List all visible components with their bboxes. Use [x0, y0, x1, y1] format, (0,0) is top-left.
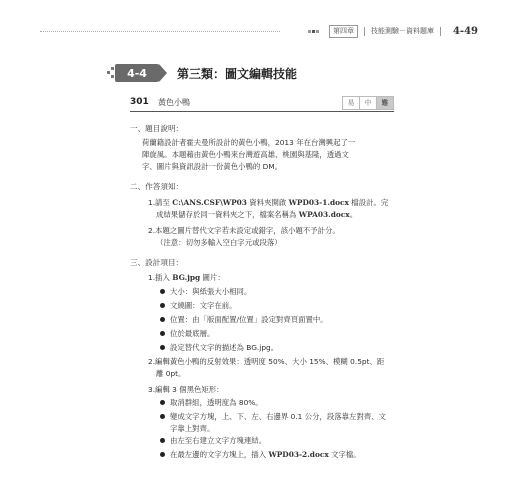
s2-item-2-line-2: （注意：切勿多輸入空白字元或段落） — [156, 238, 282, 247]
problem-name: 黃色小鴨 — [158, 98, 190, 107]
problem-number: 301 — [130, 97, 149, 107]
running-header — [260, 24, 478, 38]
s1-line-2: 陣旋風。本題藉由黃色小鴨來台灣遊高雄、桃園與基隆，透過文 — [142, 150, 349, 159]
s3-item-3-bullet-4: 在最左邊的文字方塊上，插入 WPD03-2.docx 文字檔。 — [170, 450, 361, 459]
bullet-icon — [160, 317, 165, 322]
bullet-icon — [160, 289, 165, 294]
section-2-heading: 二、作答須知： — [130, 182, 184, 191]
s1-line-1: 荷蘭籍設計者霍夫曼所設計的黃色小鴨，2013 年在台灣興起了一 — [142, 138, 356, 147]
bullet-icon — [160, 414, 165, 419]
s3-item-1-bullet-2: 文繞圖：文字在前。 — [170, 301, 237, 310]
s3-item-2-line-1: 2.編輯黃色小鴨的反射效果：透明度 50%、大小 15%、模糊 0.5pt、距 — [148, 357, 385, 366]
s3-item-3-bullet-2-line-2: 字靠上對齊。 — [170, 424, 215, 433]
s3-item-3-bullet-1: 取消群組，透明度為 80%。 — [170, 398, 263, 407]
chapter-title: 技能測驗－資料題庫 — [370, 27, 434, 35]
difficulty-easy: 易 — [342, 96, 360, 110]
s3-item-1-bullet-4: 位於最底層。 — [170, 329, 215, 338]
difficulty-indicator — [343, 96, 394, 110]
difficulty-hard: 難 — [376, 96, 394, 110]
section-3-heading: 三、設計項目： — [130, 258, 184, 267]
s2-item-1-line-2: 成結果儲存於同一資料夾之下，檔案名稱為 WPA03.docx。 — [156, 210, 358, 219]
section-title: 第三類：圖文編輯技能 — [177, 66, 298, 81]
s2-item-1-line-1: 1.請至 C:\ANS.CSF\WP03 資料夾開啟 WPD03-1.docx 檔設計。完 — [148, 198, 389, 207]
header-rule — [40, 31, 280, 33]
problem-header — [130, 96, 394, 110]
s3-item-3: 3.編輯 3 個黑色矩形： — [148, 385, 224, 394]
header-dots-icon — [308, 30, 319, 33]
chapter-label: 第四章 — [329, 25, 358, 38]
section-heading — [115, 62, 297, 84]
bullet-icon — [160, 452, 165, 457]
problem-rule — [130, 111, 394, 112]
bullet-icon — [160, 345, 165, 350]
s3-item-1: 1.插入 BG.jpg 圖片： — [148, 273, 225, 282]
s3-item-1-bullet-5: 設定替代文字的描述為 BG.jpg。 — [170, 343, 279, 352]
header-divider — [440, 27, 441, 36]
bullet-icon — [160, 303, 165, 308]
s1-line-3: 字、圖片與資訊設計一份黃色小鴨的 DM。 — [142, 162, 283, 171]
page-number: 4-49 — [452, 25, 478, 37]
s3-item-2-line-2: 離 0pt。 — [156, 369, 186, 378]
bullet-icon — [160, 438, 165, 443]
s3-item-3-bullet-3: 由左至右建立文字方塊連結。 — [170, 436, 267, 445]
bullet-icon — [160, 331, 165, 336]
section-1-heading: 一、題目說明： — [130, 124, 184, 133]
bullet-icon — [160, 400, 165, 405]
section-badge: 4-4 — [115, 64, 159, 82]
s3-item-3-bullet-2-line-1: 變成文字方塊，上、下、左、右邊界 0.1 公分，段落靠左對齊、文 — [170, 412, 387, 421]
s2-item-2-line-1: 2.本題之圖片替代文字若未設定或錯字，該小題不予計分。 — [148, 226, 340, 235]
header-divider — [364, 27, 365, 36]
s3-item-1-bullet-3: 位置：由「版面配置/位置」設定對齊頁面置中。 — [170, 315, 328, 324]
s3-item-1-bullet-1: 大小：與紙張大小相同。 — [170, 287, 252, 296]
difficulty-medium: 中 — [359, 96, 377, 110]
